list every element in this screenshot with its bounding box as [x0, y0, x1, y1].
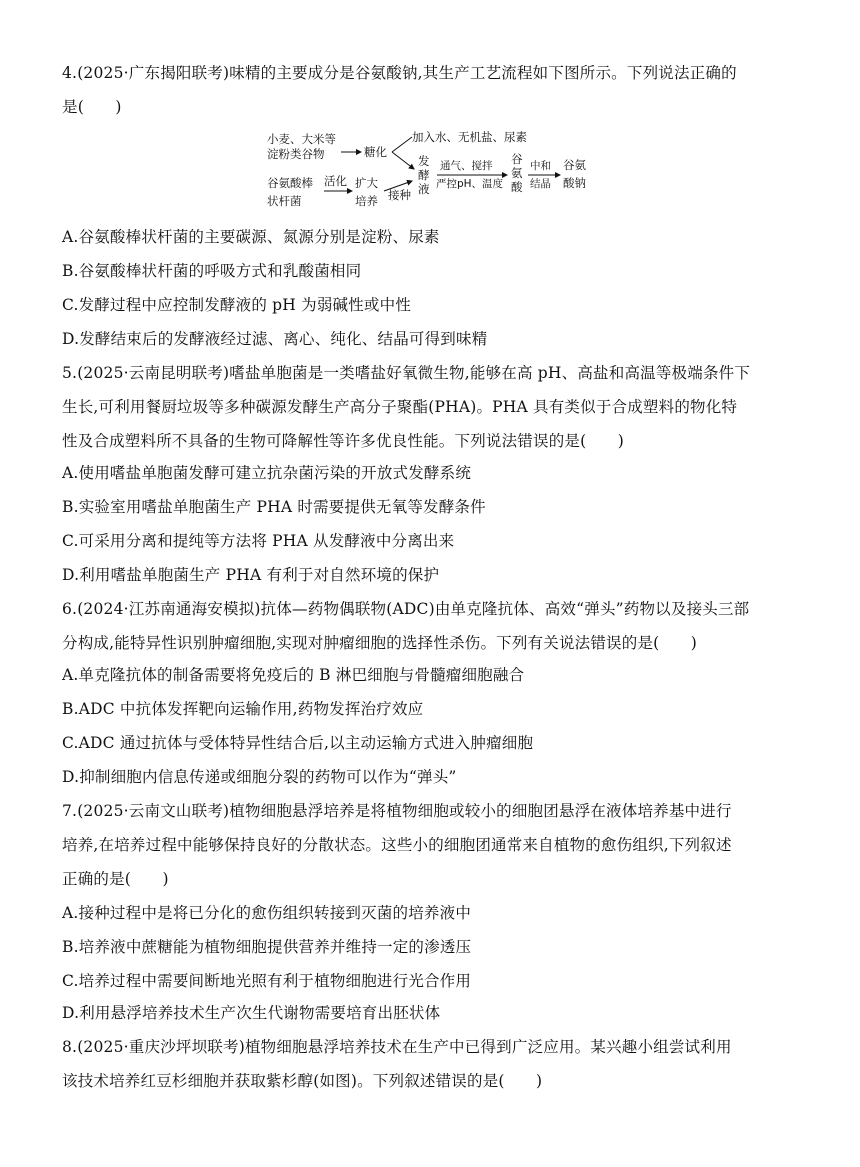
flow-condition-2: 严控pH、温度: [436, 178, 504, 190]
q6-stem-line-2: 分构成,能特异性识别肿瘤细胞,实现对肿瘤细胞的选择性杀伤。下列有关说法错误的是( ): [62, 634, 698, 652]
q4-option-c: C.发酵过程中应控制发酵液的 pH 为弱碱性或中性: [62, 296, 412, 314]
q6-option-a: A.单克隆抗体的制备需要将免疫后的 B 淋巴细胞与骨髓瘤细胞融合: [62, 666, 525, 684]
flow-acid-1: 谷: [511, 152, 523, 166]
q5-stem-line-1: 5.(2025·云南昆明联考)嗜盐单胞菌是一类嗜盐好氧微生物,能够在高 pH、高盐和高温等极端条件下: [62, 364, 751, 382]
q4-flow-diagram: [262, 125, 602, 215]
q8-stem-line-2: 该技术培养红豆杉细胞并获取紫杉醇(如图)。下列叙述错误的是( ): [62, 1072, 543, 1090]
flow-additives: 加入水、无机盐、尿素: [412, 130, 527, 144]
flow-expand-1: 扩大: [355, 176, 378, 190]
q5-option-d: D.利用嗜盐单胞菌生产 PHA 有利于对自然环境的保护: [62, 566, 440, 584]
flow-product-2: 酸钠: [563, 176, 586, 190]
q7-option-d: D.利用悬浮培养技术生产次生代谢物需要培育出胚状体: [62, 1004, 441, 1022]
flow-bacteria-2: 状杆菌: [267, 194, 302, 208]
q5-option-a: A.使用嗜盐单胞菌发酵可建立抗杂菌污染的开放式发酵系统: [62, 464, 472, 482]
flow-activate: 活化: [324, 174, 347, 188]
q7-stem-line-2: 培养,在培养过程中能够保持良好的分散状态。这些小的细胞团通常来自植物的愈伤组织,下列叙述: [62, 836, 732, 854]
q5-option-b: B.实验室用嗜盐单胞菌生产 PHA 时需要提供无氧等发酵条件: [62, 498, 486, 516]
flow-crystallize: 结晶: [530, 178, 551, 190]
q4-option-d: D.发酵结束后的发酵液经过滤、离心、纯化、结晶可得到味精: [62, 330, 488, 348]
flow-ferment-1: 发: [418, 154, 430, 168]
flow-ferment-2: 酵: [418, 168, 430, 182]
flow-product-1: 谷氨: [563, 158, 586, 172]
flow-condition-1: 通气、搅拌: [440, 160, 493, 172]
q4-option-b: B.谷氨酸棒状杆菌的呼吸方式和乳酸菌相同: [62, 262, 362, 280]
q8-stem-line-1: 8.(2025·重庆沙坪坝联考)植物细胞悬浮培养技术在生产中已得到广泛应用。某兴趣小组尝试利用: [62, 1038, 732, 1056]
q7-option-c: C.培养过程中需要间断地光照有利于植物细胞进行光合作用: [62, 972, 472, 990]
flow-ferment-3: 液: [418, 182, 430, 196]
q6-option-c: C.ADC 通过抗体与受体特异性结合后,以主动运输方式进入肿瘤细胞: [62, 734, 534, 752]
flow-grain-1: 小麦、大米等: [267, 132, 336, 146]
q7-option-b: B.培养液中蔗糖能为植物细胞提供营养并维持一定的渗透压: [62, 938, 472, 956]
flow-expand-2: 培养: [355, 194, 378, 208]
q4-option-a: A.谷氨酸棒状杆菌的主要碳源、氮源分别是淀粉、尿素: [62, 228, 440, 246]
flow-saccharify: 糖化: [364, 145, 387, 159]
flow-neutralize: 中和: [530, 160, 551, 172]
q6-option-d: D.抑制细胞内信息传递或细胞分裂的药物可以作为“弹头”: [62, 768, 457, 786]
flow-acid-3: 酸: [511, 180, 523, 194]
q4-stem-line-2: 是( ): [62, 98, 122, 116]
q4-stem-line-1: 4.(2025·广东揭阳联考)味精的主要成分是谷氨酸钠,其生产工艺流程如下图所示。下列说法正确的: [62, 64, 737, 82]
q6-option-b: B.ADC 中抗体发挥靶向运输作用,药物发挥治疗效应: [62, 700, 424, 718]
flow-acid-2: 氨: [511, 166, 523, 180]
flow-grain-2: 淀粉类谷物: [267, 147, 325, 161]
q7-stem-line-1: 7.(2025·云南文山联考)植物细胞悬浮培养是将植物细胞或较小的细胞团悬浮在液体培养基中进行: [62, 802, 732, 820]
flow-inoculate: 接种: [388, 188, 411, 202]
q7-option-a: A.接种过程中是将已分化的愈伤组织转接到灭菌的培养液中: [62, 904, 472, 922]
q5-stem-line-3: 性及合成塑料所不具备的生物可降解性等许多优良性能。下列说法错误的是( ): [62, 432, 624, 450]
q7-stem-line-3: 正确的是( ): [62, 870, 169, 888]
q6-stem-line-1: 6.(2024·江苏南通海安模拟)抗体—药物偶联物(ADC)由单克隆抗体、高效“弹头”药物以及接头三部: [62, 600, 750, 618]
flow-bacteria-1: 谷氨酸棒: [267, 176, 313, 190]
q5-stem-line-2: 生长,可利用餐厨垃圾等多种碳源发酵生产高分子聚酯(PHA)。PHA 具有类似于合成塑料的物化特: [62, 398, 738, 416]
q5-option-c: C.可采用分离和提纯等方法将 PHA 从发酵液中分离出来: [62, 532, 455, 550]
